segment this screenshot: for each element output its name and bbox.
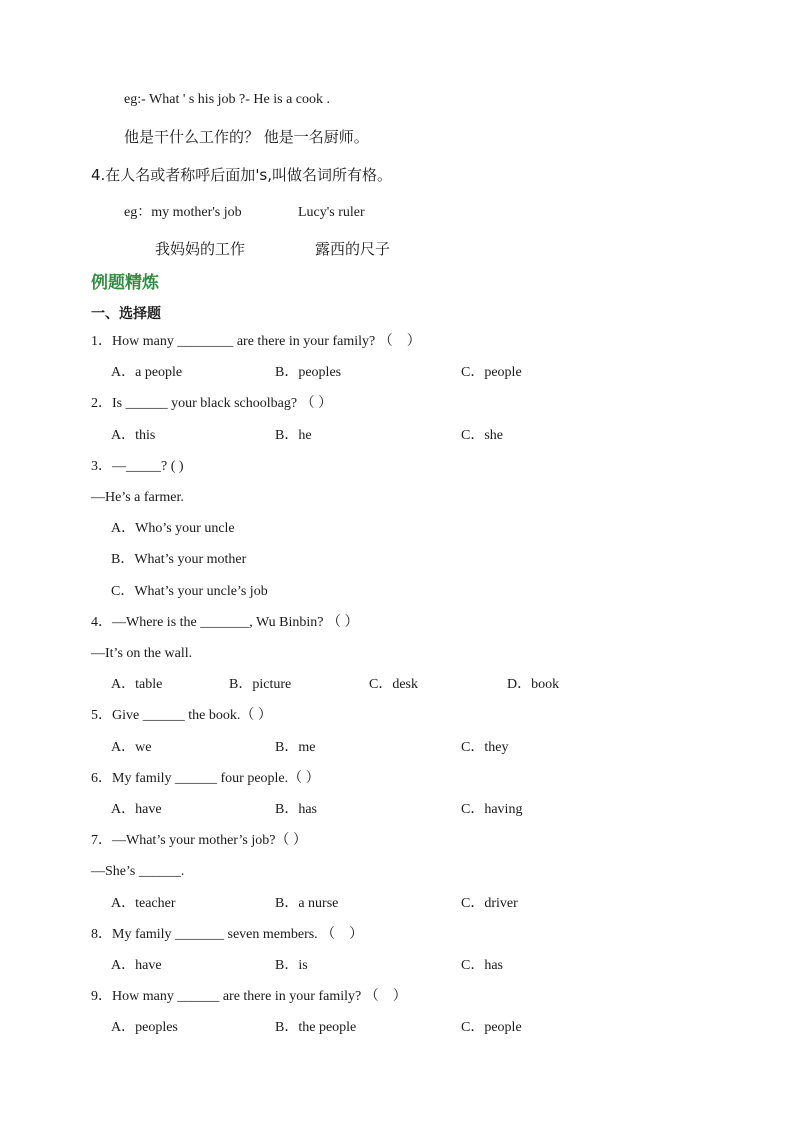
question-8-option-a[interactable]: A．have bbox=[111, 958, 162, 973]
question-8-option-c[interactable]: C．has bbox=[461, 958, 503, 973]
question-9-option-b[interactable]: B．the people bbox=[275, 1020, 357, 1035]
question-4-answer-line: —It’s on the wall. bbox=[91, 646, 193, 661]
question-1-option-c[interactable]: C．people bbox=[461, 365, 522, 380]
question-4-option-c[interactable]: C．desk bbox=[369, 677, 418, 692]
question-7-option-a[interactable]: A．teacher bbox=[111, 896, 176, 911]
example-1-chinese: 他是干什么工作的？ 他是一名厨师。 bbox=[124, 128, 369, 146]
question-2-option-c[interactable]: C．she bbox=[461, 428, 503, 443]
question-9-option-a[interactable]: A．peoples bbox=[111, 1020, 178, 1035]
question-7-answer-line: —She’s ______. bbox=[91, 864, 185, 879]
question-6-stem: 6．My family ______ four people.（ ） bbox=[91, 771, 320, 786]
section-title: 例题精炼 bbox=[91, 273, 159, 293]
question-7-option-b[interactable]: B．a nurse bbox=[275, 896, 339, 911]
question-5-option-c[interactable]: C．they bbox=[461, 740, 509, 755]
question-9-option-c[interactable]: C．people bbox=[461, 1020, 522, 1035]
grammar-rule-4: 4.在人名或者称呼后面加's,叫做名词所有格。 bbox=[91, 166, 393, 184]
example-2-second: Lucy's ruler bbox=[298, 205, 365, 220]
question-6-option-a[interactable]: A．have bbox=[111, 802, 162, 817]
question-6-option-b[interactable]: B．has bbox=[275, 802, 317, 817]
question-1-stem: 1．How many ________ are there in your family? （ ） bbox=[91, 334, 421, 349]
question-1-option-b[interactable]: B．peoples bbox=[275, 365, 342, 380]
question-3-option-b[interactable]: B．What’s your mother bbox=[111, 552, 247, 567]
example-2-first: eg：my mother's job bbox=[124, 205, 242, 220]
question-5-option-b[interactable]: B．me bbox=[275, 740, 316, 755]
question-7-option-c[interactable]: C．driver bbox=[461, 896, 518, 911]
question-5-stem: 5．Give ______ the book.（ ） bbox=[91, 708, 272, 723]
question-9-stem: 9．How many ______ are there in your family? （ ） bbox=[91, 989, 407, 1004]
example-1-english: eg:- What ' s his job ?- He is a cook . bbox=[124, 92, 330, 107]
question-1-option-a[interactable]: A．a people bbox=[111, 365, 183, 380]
question-4-option-b[interactable]: B．picture bbox=[229, 677, 292, 692]
question-3-option-a[interactable]: A．Who’s your uncle bbox=[111, 521, 235, 536]
question-4-option-a[interactable]: A．table bbox=[111, 677, 163, 692]
example-2-chinese-second: 露西的尺子 bbox=[315, 240, 391, 258]
example-2-chinese-first: 我妈妈的工作 bbox=[155, 240, 246, 258]
question-3-answer-line: —He’s a farmer. bbox=[91, 490, 184, 505]
subsection-title: 一、选择题 bbox=[91, 306, 161, 322]
question-2-option-b[interactable]: B．he bbox=[275, 428, 312, 443]
question-8-stem: 8．My family _______ seven members. （ ） bbox=[91, 927, 364, 942]
question-4-option-d[interactable]: D．book bbox=[507, 677, 560, 692]
question-6-option-c[interactable]: C．having bbox=[461, 802, 523, 817]
question-5-option-a[interactable]: A．we bbox=[111, 740, 152, 755]
question-2-stem: 2．Is ______ your black schoolbag? （ ） bbox=[91, 396, 333, 411]
question-8-option-b[interactable]: B．is bbox=[275, 958, 308, 973]
question-3-stem: 3．—_____? ( ) bbox=[91, 459, 184, 474]
question-7-stem: 7．—What’s your mother’s job?（ ） bbox=[91, 833, 307, 848]
question-4-stem: 4．—Where is the _______, Wu Binbin? （ ） bbox=[91, 615, 359, 630]
question-3-option-c[interactable]: C．What’s your uncle’s job bbox=[111, 584, 268, 599]
question-2-option-a[interactable]: A．this bbox=[111, 428, 156, 443]
